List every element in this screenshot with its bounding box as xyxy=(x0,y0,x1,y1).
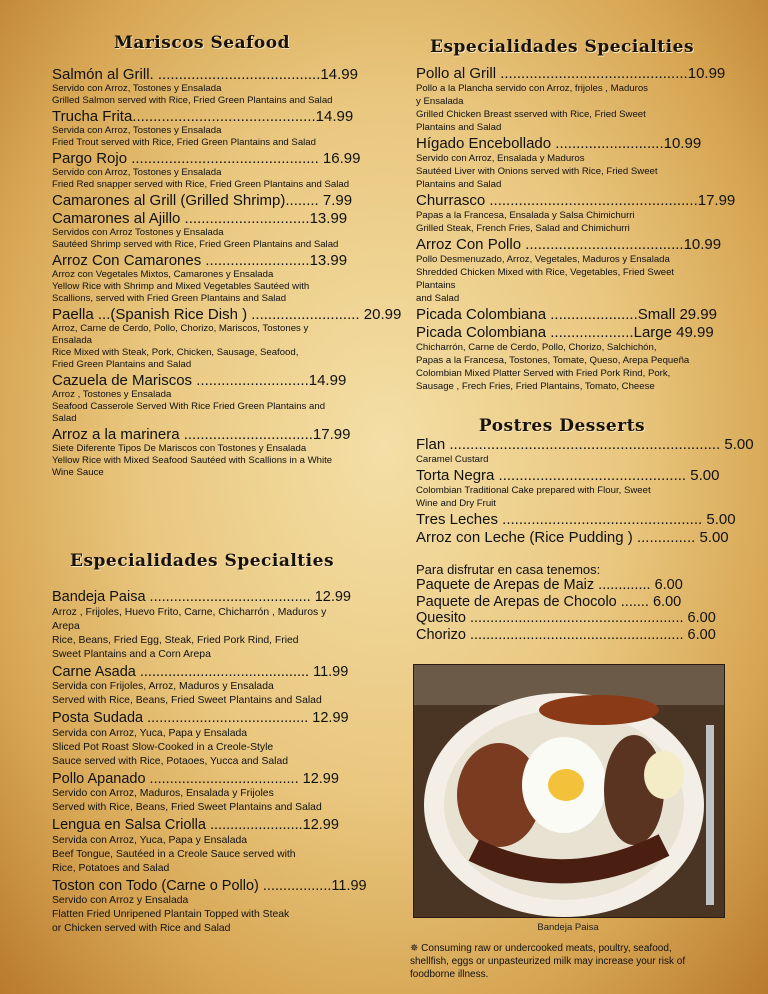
menu-item-name: Picada Colombiana ....................Large 49.99 xyxy=(416,324,714,341)
menu-item-description: Sweet Plantains and a Corn Arepa xyxy=(52,648,211,660)
menu-item-description: Servida con Arroz, Yuca, Papa y Ensalada xyxy=(52,834,248,846)
menu-item-name: Lengua en Salsa Criolla .......................12.99 xyxy=(52,817,339,833)
menu-item-description: Fried Trout served with Rice, Fried Green Plantains and Salad xyxy=(52,137,316,148)
menu-item xyxy=(52,66,358,107)
left-specialties-list xyxy=(52,589,367,938)
takehome-title: Para disfrutar en casa tenemos: xyxy=(416,562,601,577)
menu-item-description: Fried Red snapper served with Rice, Fried Green Plantains and Salad xyxy=(52,179,350,190)
menu-item-description: Grilled Chicken Breast sserved with Rice, Fried Sweet xyxy=(416,109,646,120)
menu-item xyxy=(52,664,352,709)
warning-icon: ✵ xyxy=(410,943,422,954)
menu-item-description: Servido con Arroz y Ensalada xyxy=(52,895,189,906)
menu-item-description: Servida con Frijoles, Arroz, Maduros y Ensalada xyxy=(52,681,274,692)
menu-item-description: Beef Tongue, Sautéed in a Creole Sauce served with xyxy=(52,848,296,860)
menu-item-description: Arroz con Vegetales Mixtos, Camarones y Ensalada xyxy=(52,269,274,280)
menu-item-description: and Salad xyxy=(416,293,460,304)
menu-item-name: Paella ...(Spanish Rice Dish ) .......................... 20.99 xyxy=(52,306,402,323)
menu-item-description: Servido con Arroz, Tostones y Ensalada xyxy=(52,83,222,94)
menu-item-description: Served with Rice, Beans, Fried Sweet Plantains and Salad xyxy=(52,802,322,813)
menu-item-description: Papas a la Francesa, Tostones, Tomate, Queso, Arepa Pequeña xyxy=(416,355,690,366)
menu-item-name: Flan ................................................................. 5.00 xyxy=(416,436,754,453)
menu-item-description: Pollo Desmenuzado, Arroz, Vegetales, Maduros y Ensalada xyxy=(416,254,670,265)
menu-item-name: Pargo Rojo ............................................. 16.99 xyxy=(52,150,361,167)
desserts-list xyxy=(416,436,754,547)
menu-item-description: Sautéed Shrimp served with Rice, Fried Green Plantains and Salad xyxy=(52,239,339,250)
menu-item-description: Colombian Traditional Cake prepared with Flour, Sweet xyxy=(416,485,651,496)
specialties-section-title: Especialidades Specialties xyxy=(69,551,335,571)
menu-item-description: Caramel Custard xyxy=(416,454,489,465)
takehome-list xyxy=(416,577,716,643)
menu-item-description: Siete Diferente Tipos De Mariscos con Tostones y Ensalada xyxy=(52,443,307,454)
menu-item xyxy=(52,150,361,191)
menu-item-description: Rice, Potatoes and Salad xyxy=(52,862,170,874)
menu-item-name: Trucha Frita............................................14.99 xyxy=(52,108,354,125)
menu-item-description: Rice Mixed with Steak, Pork, Chicken, Sausage, Seafood, xyxy=(52,347,299,358)
menu-item-description: Servidos con Arroz Tostones y Ensalada xyxy=(52,227,224,238)
menu-item xyxy=(416,192,736,235)
desserts-section-title: Postres Desserts xyxy=(478,416,646,436)
menu-item xyxy=(416,511,736,528)
menu-item-description: Flatten Fried Unripened Plantain Topped with Steak xyxy=(52,909,290,920)
menu-item xyxy=(52,306,402,371)
menu-item-description: Fried Green Plantains and Salad xyxy=(52,359,192,370)
menu-item-name: Arroz a la marinera ...............................17.99 xyxy=(52,426,351,443)
menu-item-name: Salmón al Grill. .......................................14.99 xyxy=(52,66,358,83)
menu-item-name: Churrasco ..................................................17.99 xyxy=(416,192,736,209)
menu-item-name: Camarones al Ajillo ..............................13.99 xyxy=(52,210,348,227)
menu-item-description: Sauce served with Rice, Potaoes, Yucca and Salad xyxy=(52,755,289,767)
menu-item xyxy=(416,306,717,323)
menu-item-description: Seafood Casserole Served With Rice Fried Green Plantains and Salad xyxy=(52,401,326,424)
menu-item xyxy=(416,324,714,393)
menu-item-description: Wine Sauce xyxy=(52,467,104,478)
menu-item-description: Sliced Pot Roast Slow-Cooked in a Creole-Style xyxy=(52,741,274,753)
menu-item-description: Yellow Rice with Mixed Seafood Sautéed with Scallions in a White xyxy=(52,455,333,466)
seafood-list xyxy=(52,66,402,480)
menu-item-description: Arroz , Frijoles, Huevo Frito, Carne, Chicharrón , Maduros y Arepa xyxy=(52,606,327,632)
menu-item-description: Servido con Arroz, Ensalada y Maduros xyxy=(416,153,585,164)
right-specialties-list xyxy=(416,65,736,394)
menu-item xyxy=(52,817,352,876)
menu-item-name: Pollo al Grill .............................................10.99 xyxy=(416,65,726,82)
takehome-item: Paquete de Arepas de Maiz ............. 6.00 xyxy=(416,577,683,593)
right-specialties-title: Especialidades Specialties xyxy=(429,37,695,57)
menu-item-description: Sautéed Liver with Onions served with Rice, Fried Sweet xyxy=(416,166,658,177)
takehome-item: Paquete de Arepas de Chocolo ....... 6.00 xyxy=(416,593,682,610)
menu-item-description: Colombian Mixed Platter Served with Fried Pork Rind, Pork, xyxy=(416,368,671,379)
warning-text: Consuming raw or undercooked meats, poultry, seafood, shellfish, eggs or unpasteurized milk may increase your risk of foodborne illness. xyxy=(410,943,686,980)
menu-item-description: Servida con Arroz, Tostones y Ensalada xyxy=(52,125,222,136)
menu-item-name: Arroz Con Camarones .........................13.99 xyxy=(52,252,348,269)
takehome-item: Chorizo ..................................................... 6.00 xyxy=(416,626,716,643)
menu-item-description: Pollo a la Plancha servido con Arroz, frijoles , Maduros xyxy=(416,83,648,94)
menu-item-name: Posta Sudada ........................................ 12.99 xyxy=(52,710,349,726)
menu-item-name: Bandeja Paisa ........................................ 12.99 xyxy=(52,589,351,605)
menu-item-description: Chicharrón, Carne de Cerdo, Pollo, Chorizo, Salchichón, xyxy=(416,342,657,353)
menu-item xyxy=(52,108,352,149)
menu-item xyxy=(416,65,726,134)
menu-item-description: Sausage , Frech Fries, Fried Plantains, Tomato, Cheese xyxy=(416,381,655,392)
menu-item-description: Plantains and Salad xyxy=(416,122,502,133)
menu-item xyxy=(52,192,352,209)
menu-item-description: Servido con Arroz, Maduros, Ensalada y Frijoles xyxy=(52,788,274,799)
menu-item xyxy=(52,589,352,662)
menu-item-name: Carne Asada .......................................... 11.99 xyxy=(52,663,349,680)
menu-item-description: Rice, Beans, Fried Egg, Steak, Fried Pork Rind, Fried xyxy=(52,634,299,646)
menu-item xyxy=(52,710,352,769)
menu-item-description: Grilled Salmon served with Rice, Fried Green Plantains and Salad xyxy=(52,95,333,106)
menu-item-description: Plantains and Salad xyxy=(416,179,502,190)
menu-item-name: Camarones al Grill (Grilled Shrimp)........ 7.99 xyxy=(52,192,353,209)
menu-item-name: Arroz con Leche (Rice Pudding ) .............. 5.00 xyxy=(416,529,729,546)
menu-item xyxy=(52,426,352,479)
menu-item-description: y Ensalada xyxy=(416,96,464,107)
seafood-section-title: Mariscos Seafood xyxy=(114,33,290,53)
menu-item-name: Torta Negra ............................................. 5.00 xyxy=(416,467,720,484)
bandeja-paisa-photo xyxy=(413,664,725,918)
menu-item-description: Scallions, served with Fried Green Plantains and Salad xyxy=(52,293,287,304)
menu-item xyxy=(416,236,722,305)
menu-item xyxy=(52,771,352,816)
menu-item-description: Served with Rice, Beans, Fried Sweet Plantains and Salad xyxy=(52,695,322,706)
menu-item-description: Arroz , Tostones y Ensalada xyxy=(52,389,172,400)
menu-item xyxy=(416,529,729,546)
menu-item-description: Servida con Arroz, Yuca, Papa y Ensalada xyxy=(52,727,248,739)
menu-item xyxy=(416,436,754,466)
menu-item-description: Shredded Chicken Mixed with Rice, Vegetables, Fried Sweet Plantains xyxy=(416,267,675,291)
menu-item-description: Wine and Dry Fruit xyxy=(416,498,496,509)
menu-item-name: Pollo Apanado ..................................... 12.99 xyxy=(52,770,339,787)
menu-item xyxy=(416,467,720,510)
menu-item-name: Hígado Encebollado ..........................10.99 xyxy=(416,135,702,152)
menu-item xyxy=(52,877,367,937)
menu-item-description: Arroz, Carne de Cerdo, Pollo, Chorizo, Mariscos, Tostones y xyxy=(52,323,309,334)
menu-item xyxy=(416,135,708,191)
menu-item xyxy=(52,210,352,251)
photo-caption: Bandeja Paisa xyxy=(537,922,599,933)
menu-item-description: Servido con Arroz, Tostones y Ensalada xyxy=(52,167,222,178)
menu-item-name: Cazuela de Mariscos ...........................14.99 xyxy=(52,372,347,389)
menu-item-description: or Chicken served with Rice and Salad xyxy=(52,923,231,934)
menu-item-name: Toston con Todo (Carne o Pollo) .................11.99 xyxy=(52,877,367,894)
menu-item xyxy=(52,252,352,305)
menu-item-description: Papas a la Francesa, Ensalada y Salsa Chimichurri xyxy=(416,210,635,221)
menu-item-name: Picada Colombiana .....................Small 29.99 xyxy=(416,306,717,323)
food-safety-warning xyxy=(410,942,710,981)
menu-item-description: Yellow Rice with Shrimp and Mixed Vegetables Sautéed with xyxy=(52,281,310,292)
menu-item-description: Grilled Steak, French Fries, Salad and Chimichurri xyxy=(416,223,630,234)
menu-item-name: Arroz Con Pollo ......................................10.99 xyxy=(416,236,722,253)
takehome-item: Quesito ..................................................... 6.00 xyxy=(416,610,716,626)
menu-item-description: Ensalada xyxy=(52,335,93,346)
menu-item-name: Tres Leches ................................................ 5.00 xyxy=(416,511,736,528)
menu-item xyxy=(52,372,352,425)
